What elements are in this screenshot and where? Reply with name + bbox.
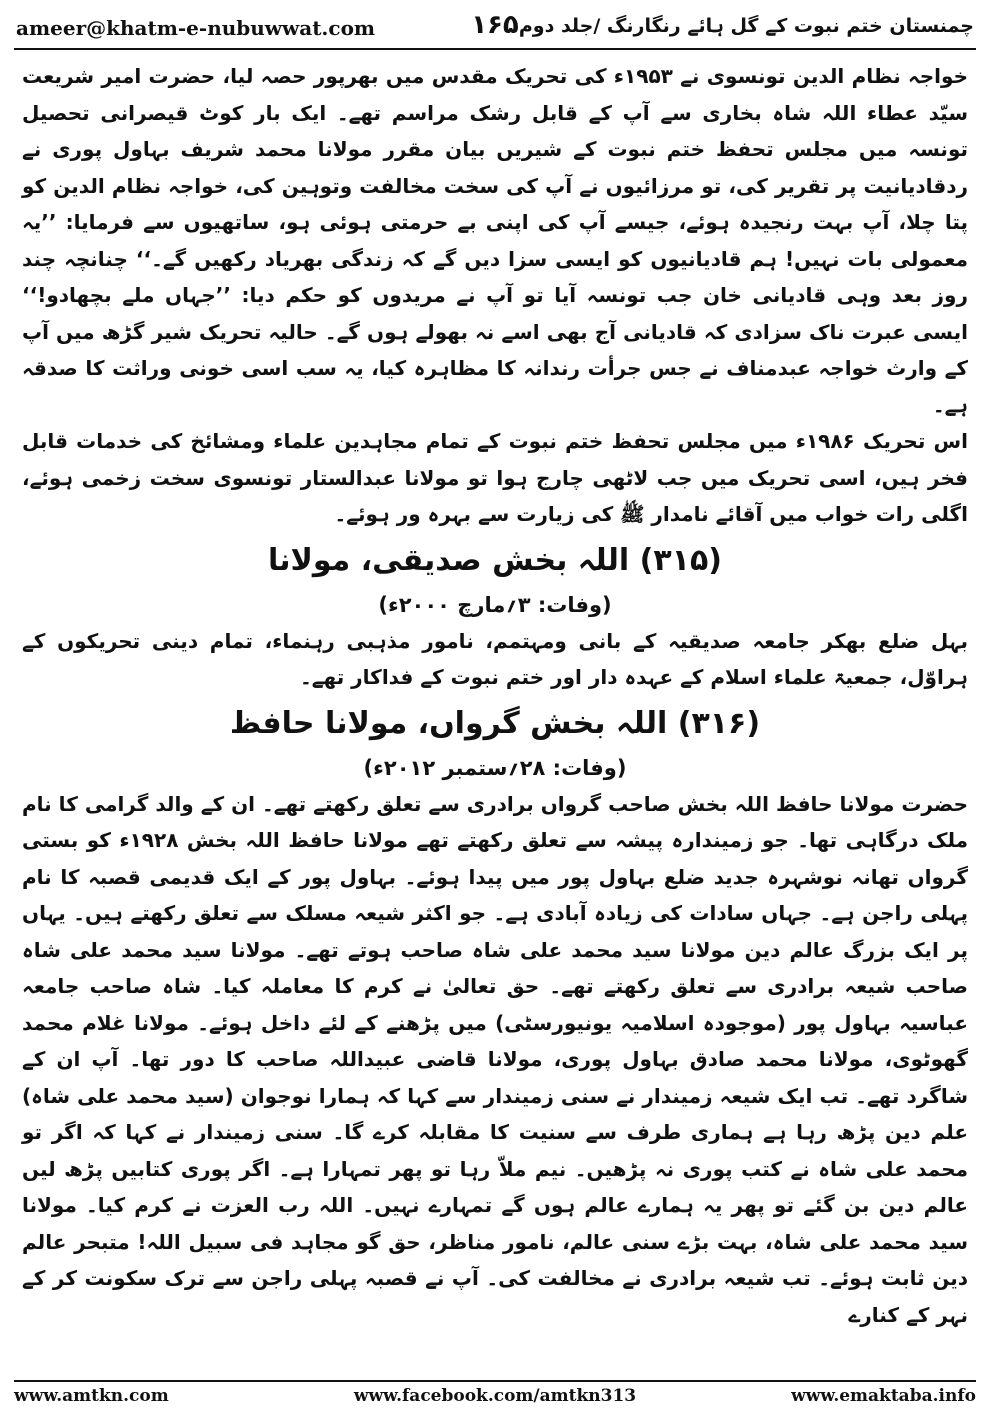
footer-divider	[14, 1380, 976, 1382]
entry-315-heading: (۳۱۵) اللہ بخش صدیقی، مولانا	[268, 542, 722, 578]
entry-315-text: بہل ضلع بھکر جامعہ صدیقیہ کے بانی ومہتمم، نامور مذہبی رہنماء، تمام دینی تحریکوں کے ہراوّل، جمعیۃ علماء اسلام کے عہدہ دار اور ختم نبوت کے فداکار تھے۔	[22, 628, 968, 689]
footer-link-facebook[interactable]: www.facebook.com/amtkn313	[353, 1386, 637, 1406]
entry-316-death-date: (وفات: ۲۸؍ستمبر ۲۰۱۲ء)	[363, 755, 627, 780]
entry-315-death-date: (وفات: ۳؍مارچ ۲۰۰۰ء)	[378, 592, 612, 617]
footer-link-emaktaba[interactable]: www.emaktaba.info	[791, 1386, 976, 1406]
intro-paragraph-2: اس تحریک ۱۹۸۶ء میں مجلس تحفظ ختم نبوت کے تمام مجاہدین علماء ومشائخ کی خدمات قابل فخر ہیں، اسی تحریک میں جب لاٹھی چارج ہوا تو مولانا عبدالستار تونسوی سخت زخمی ہوئے، اگلی رات خواب میں آقائے نامدار ﷺ کی زیارت سے بہرہ ور ہوئے۔	[22, 429, 968, 526]
entry-316-text: حضرت مولانا حافظ اللہ بخش صاحب گرواں برادری سے تعلق رکھتے تھے۔ ان کے والد گرامی کا نام ملک درگاہی تھا۔ جو زمیندارہ پیشہ سے تعلق رکھتے تھے مولانا حافظ اللہ بخش ۱۹۲۸ء کو بستی گرواں تھانہ نوشہرہ جدید ضلع بہاول پور میں پیدا ہوئے۔ بہاول پور کے ایک قدیمی قصبہ کا نام پہلی راجن ہے۔ جہاں سادات کی زیادہ آبادی ہے۔ جو اکثر شیعہ مسلک سے تعلق رکھتے ہیں۔ یہاں پر ایک بزرگ عالم دین مولانا سید محمد علی شاہ صاحب ہوتے تھے۔ مولانا سید محمد علی شاہ صاحب شیعہ برادری سے تعلق رکھتے تھے۔ حق تعالیٰ نے کرم کا معاملہ کیا۔ شاہ صاحب جامعہ عباسیہ بہاول پور (موجودہ اسلامیہ یونیورسٹی) میں پڑھنے کے لئے داخل ہوئے۔ مولانا غلام محمد گھوٹوی، مولانا محمد صادق بہاول پوری، مولانا قاضی عبیداللہ صاحب کا دور تھا۔ آپ ان کے شاگرد تھے۔ تب ایک شیعہ زمیندار نے سنی زمیندار سے کہا کہ ہمارا نوجوان (سید محمد علی شاہ) علم دین پڑھ رہا ہے ہماری طرف سے سنیت کا مقابلہ کرے گا۔ سنی زمیندار نے کہا کہ اگر تو محمد علی شاہ نے کتب پوری نہ پڑھیں۔ نیم ملاّ رہا تو پھر تمہارا ہے۔ اگر پوری کتابیں پڑھ لیں عالم دین بن گئے تو پھر یہ ہمارے عالم ہوں گے تمہارے نہیں۔ اللہ رب العزت نے کرم کیا۔ مولانا سید محمد علی شاہ، بہت بڑے سنی عالم، نامور مناظر، حق گو مجاہد فی سبیل اللہ! متبحر عالم دین ثابت ہوئے۔ تب شیعہ برادری نے مخالفت کی۔ آپ نے قصبہ پہلی راجن سے ترک سکونت کر کے نہر کے کنارے	[22, 791, 968, 1327]
header-email[interactable]: ameer@khatm-e-nubuwwat.com	[16, 16, 376, 40]
entry-316-heading: (۳۱۶) اللہ بخش گرواں، مولانا حافظ	[229, 705, 761, 741]
intro-paragraph-1: خواجہ نظام الدین تونسوی نے ۱۹۵۳ء کی تحریک مقدس میں بھرپور حصہ لیا، حضرت امیر شریعت سیّد عطاء اللہ شاہ بخاری سے آپ کے قابل رشک مراسم تھے۔ ایک بار کوٹ قیصرانی تحصیل تونسہ میں مجلس تحفظ ختم نبوت کے شیریں بیان مقرر مولانا محمد شریف بہاول پوری نے ردقادیانیت پر تقریر کی، تو مرزائیوں نے آپ کی سخت مخالفت وتوہین کی، خواجہ نظام الدین کو پتا چلا، آپ بہت رنجیدہ ہوئے، جیسے آپ کی اپنی بے حرمتی ہوئی ہو، ساتھیوں سے فرمایا: ’’یہ معمولی بات نہیں! ہم قادیانیوں کو ایسی سزا دیں گے کہ زندگی بھریاد رکھیں گے۔‘‘ چنانچہ چند روز بعد وہی قادیانی خان جب تونسہ آیا تو آپ نے مریدوں کو حکم دیا: ’’جہاں ملے بچھادو!‘‘ ایسی عبرت ناک سزادی کہ قادیانی آج بھی اسے نہ بھولے ہوں گے۔ حالیہ تحریک شیر گڑھ میں آپ کے وارث خواجہ عبدمناف نے جس جرأت رندانہ کا مظاہرہ کیا، یہ سب اسی خونی وراثت کا صدقہ ہے۔	[22, 64, 968, 417]
book-title: چمنستان ختم نبوت کے گل ہائے رنگارنگ /جلد دوم	[518, 15, 974, 37]
page-number: ۱۶۵	[471, 10, 519, 40]
footer-link-amtkn[interactable]: www.amtkn.com	[14, 1386, 169, 1406]
page-footer	[14, 1386, 976, 1416]
page-body	[22, 58, 968, 1333]
page-header	[14, 10, 976, 46]
header-divider	[14, 48, 976, 50]
